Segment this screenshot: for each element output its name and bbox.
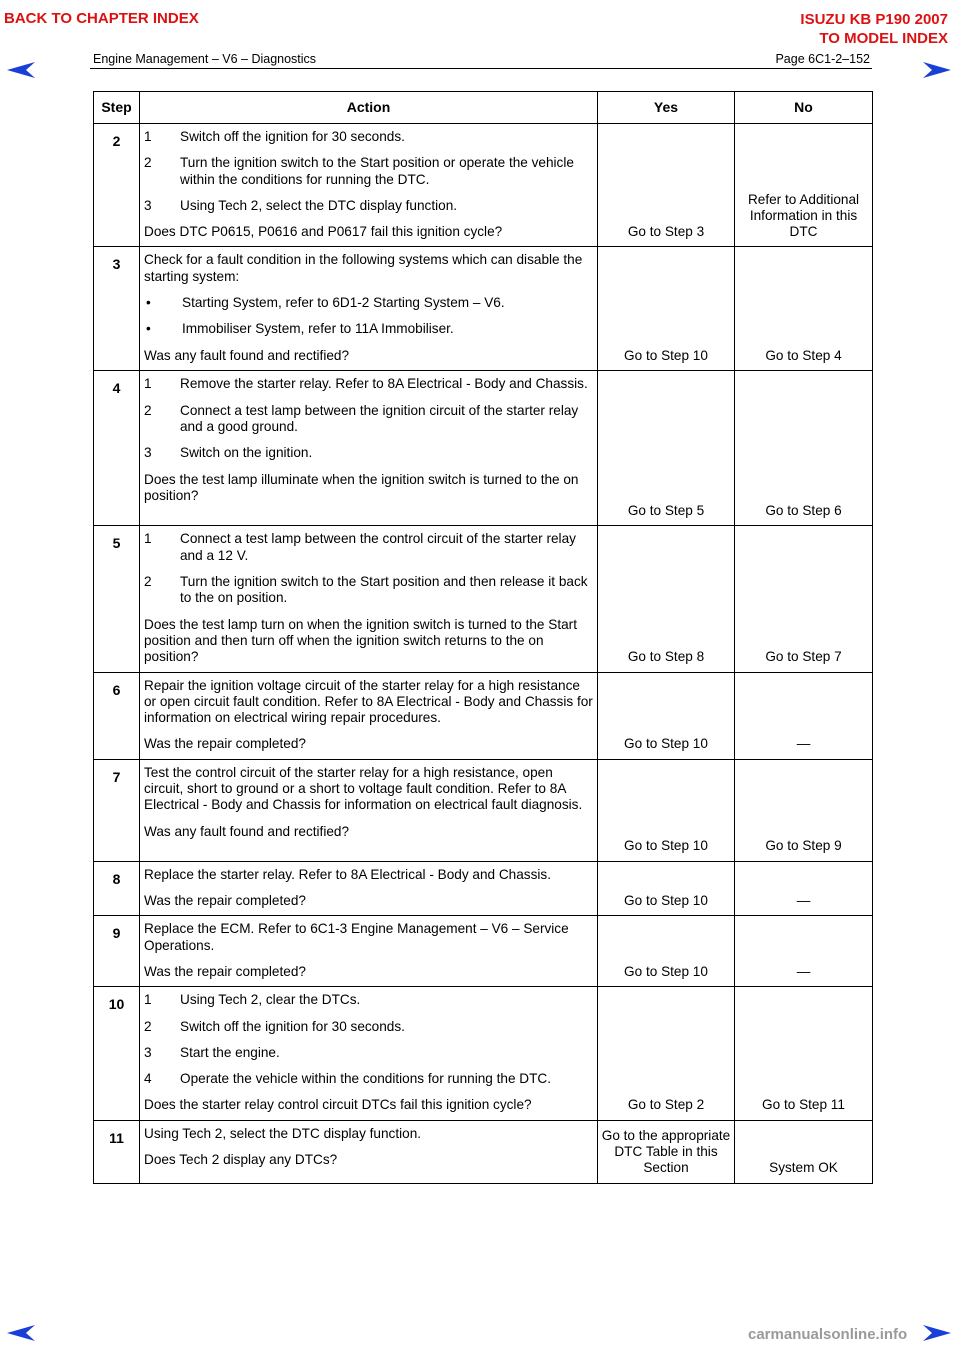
yes-result: Go to Step 10: [598, 861, 735, 916]
yes-result: Go to Step 10: [598, 247, 735, 371]
action-line: Connect a test lamp between the ignition circuit of the starter relay and a good ground.: [180, 402, 579, 435]
action-line: Connect a test lamp between the control circuit of the starter relay and a 12 V.: [180, 531, 576, 563]
action-cell: [140, 987, 598, 1120]
action-cell: [140, 526, 598, 672]
action-cell: [140, 916, 598, 987]
line-number: 1: [144, 992, 152, 1008]
action-question: Was any fault found and rectified?: [144, 347, 350, 363]
no-result: Refer to Additional Information in this DTC: [735, 124, 873, 247]
step-number: 6: [94, 672, 140, 759]
previous-page-arrow-icon[interactable]: [6, 60, 36, 80]
action-intro: Check for a fault condition in the following systems which can disable the starting system:: [144, 252, 583, 284]
step-number: 8: [94, 861, 140, 916]
action-cell: [140, 759, 598, 861]
action-line: Immobiliser System, refer to 11A Immobiliser.: [182, 321, 454, 337]
no-result: Go to Step 11: [735, 987, 873, 1120]
column-header-no: No: [735, 92, 873, 124]
no-result: —: [735, 672, 873, 759]
bullet-icon: •: [146, 321, 151, 337]
table-row: [94, 371, 873, 526]
line-number: 3: [144, 1044, 152, 1060]
line-number: 1: [144, 129, 152, 144]
action-question: Does the test lamp illuminate when the ignition switch is turned to the on position?: [144, 471, 579, 503]
action-cell: [140, 672, 598, 759]
next-page-arrow-icon[interactable]: [922, 60, 952, 80]
column-header-action: Action: [140, 92, 598, 124]
action-line: Starting System, refer to 6D1-2 Starting System – V6.: [182, 295, 505, 311]
header-rule: [90, 68, 872, 69]
bullet-icon: •: [146, 295, 151, 311]
action-question: Was the repair completed?: [144, 893, 306, 909]
line-number: 2: [144, 1018, 152, 1034]
no-result: —: [735, 916, 873, 987]
watermark: carmanualsonline.info: [748, 1326, 908, 1343]
table-row: [94, 759, 873, 861]
action-line: Operate the vehicle within the conditions for running the DTC.: [180, 1071, 552, 1087]
step-number: 11: [94, 1120, 140, 1183]
action-line: Remove the starter relay. Refer to 8A Electrical - Body and Chassis.: [180, 376, 588, 392]
header-section-title: Engine Management – V6 – Diagnostics: [93, 52, 317, 66]
no-result: System OK: [735, 1120, 873, 1183]
table-row: [94, 247, 873, 371]
line-number: 1: [144, 376, 152, 392]
step-number: 2: [94, 124, 140, 247]
next-page-arrow-icon[interactable]: [922, 1323, 952, 1343]
no-result: Go to Step 4: [735, 247, 873, 371]
step-number: 9: [94, 916, 140, 987]
no-result: —: [735, 861, 873, 916]
step-number: 4: [94, 371, 140, 526]
yes-result: Go to Step 2: [598, 987, 735, 1120]
table-row: [94, 987, 873, 1120]
previous-page-arrow-icon[interactable]: [6, 1323, 36, 1343]
yes-result: Go to Step 8: [598, 526, 735, 672]
line-number: 1: [144, 531, 152, 547]
yes-result: Go to Step 10: [598, 759, 735, 861]
action-cell: [140, 861, 598, 916]
action-line: Switch off the ignition for 30 seconds.: [180, 129, 405, 144]
line-number: 2: [144, 155, 152, 171]
action-line: Switch on the ignition.: [180, 445, 313, 461]
back-to-chapter-index-link[interactable]: BACK TO CHAPTER INDEX: [4, 10, 199, 27]
line-number: 2: [144, 402, 152, 418]
table-row: [94, 124, 873, 247]
table-row: [94, 916, 873, 987]
yes-result: Go to Step 10: [598, 672, 735, 759]
table-row: [94, 861, 873, 916]
step-number: 5: [94, 526, 140, 672]
line-number: 3: [144, 197, 152, 213]
no-result: Go to Step 6: [735, 371, 873, 526]
action-question: Was the repair completed?: [144, 963, 306, 979]
to-model-index-link[interactable]: TO MODEL INDEX: [819, 30, 948, 47]
table-row: [94, 672, 873, 759]
yes-result: Go to the appropriate DTC Table in this Section: [598, 1120, 735, 1183]
no-result: Go to Step 9: [735, 759, 873, 861]
action-line: Using Tech 2, select the DTC display function.: [180, 197, 458, 213]
action-cell: [140, 371, 598, 526]
action-question: Does Tech 2 display any DTCs?: [144, 1152, 338, 1168]
model-title: ISUZU KB P190 2007: [800, 11, 948, 28]
action-intro: Replace the ECM. Refer to 6C1-3 Engine Management – V6 – Service Operations.: [144, 921, 569, 953]
table-row: [94, 526, 873, 672]
step-number: 10: [94, 987, 140, 1120]
line-number: 3: [144, 445, 152, 461]
action-intro: Repair the ignition voltage circuit of the starter relay for a high resistance or open circuit fault condition. Refer to 8A Electrical - Body and Chassis for information on electrical wiring repair procedures.: [144, 677, 593, 726]
step-number: 3: [94, 247, 140, 371]
line-number: 4: [144, 1071, 152, 1087]
table-header-row: [94, 92, 873, 124]
action-line: Start the engine.: [180, 1044, 280, 1060]
column-header-step: Step: [94, 92, 140, 124]
step-number: 7: [94, 759, 140, 861]
yes-result: Go to Step 10: [598, 916, 735, 987]
action-line: Turn the ignition switch to the Start position or operate the vehicle within the conditions for running the DTC.: [180, 155, 574, 187]
column-header-yes: Yes: [598, 92, 735, 124]
action-question: Was any fault found and rectified?: [144, 823, 350, 839]
no-result: Go to Step 7: [735, 526, 873, 672]
action-question: Was the repair completed?: [144, 736, 306, 752]
line-number: 2: [144, 574, 152, 590]
header-page-number: Page 6C1-2–152: [775, 52, 870, 66]
action-intro: Test the control circuit of the starter relay for a high resistance, open circuit, short to ground or a short to voltage fault condition. Refer to 8A Electrical - Body and Chassis for information on electrical fault diagnosis.: [144, 764, 583, 813]
action-cell: [140, 1120, 598, 1183]
action-line: Using Tech 2, clear the DTCs.: [180, 992, 361, 1008]
yes-result: Go to Step 5: [598, 371, 735, 526]
action-line: Switch off the ignition for 30 seconds.: [180, 1018, 405, 1034]
action-intro: Using Tech 2, select the DTC display function.: [144, 1125, 422, 1141]
action-intro: Replace the starter relay. Refer to 8A Electrical - Body and Chassis.: [144, 866, 551, 882]
diagnostic-table: [93, 91, 873, 1184]
action-cell: [140, 124, 598, 247]
table-row: [94, 1120, 873, 1183]
action-question: Does the starter relay control circuit DTCs fail this ignition cycle?: [144, 1097, 532, 1113]
action-question: Does DTC P0615, P0616 and P0617 fail this ignition cycle?: [144, 224, 503, 240]
action-cell: [140, 247, 598, 371]
action-line: Turn the ignition switch to the Start position and then release it back to the on position.: [180, 574, 588, 606]
action-question: Does the test lamp turn on when the ignition switch is turned to the Start position and then turn off when the ignition switch returns to the on position?: [144, 616, 577, 665]
yes-result: Go to Step 3: [598, 124, 735, 247]
